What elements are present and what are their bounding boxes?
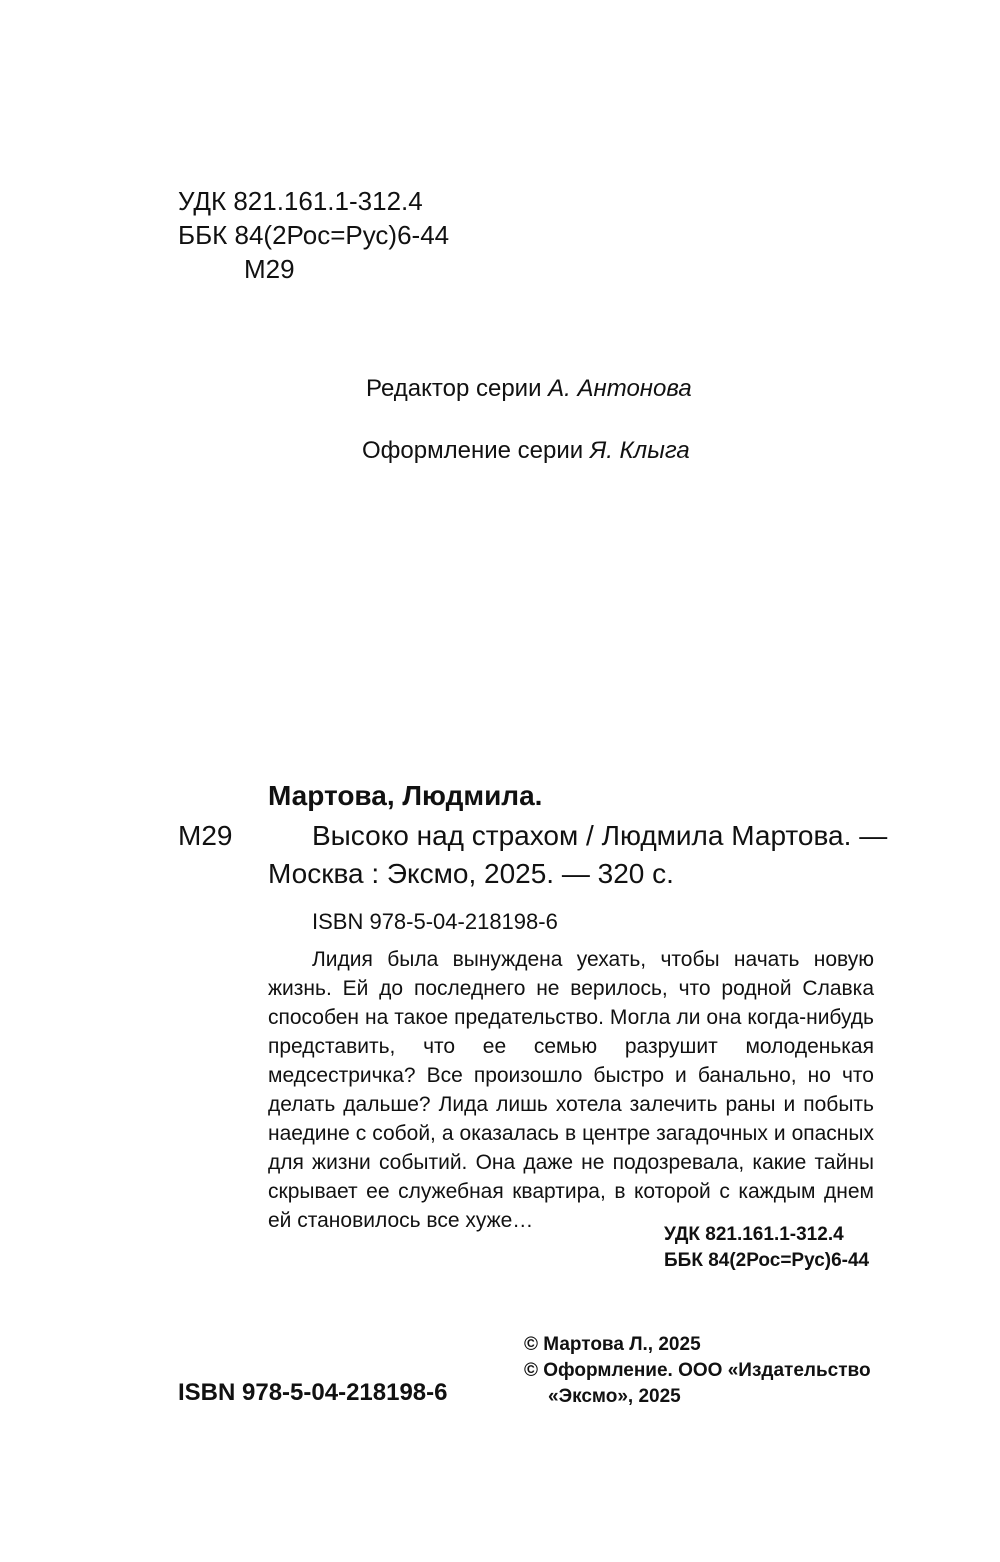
series-design	[362, 436, 690, 466]
series-design-name: Я. Клыга	[589, 437, 690, 464]
copyright-design-line-1: © Оформление. ООО «Издательство	[524, 1360, 871, 1381]
udk-code: УДК 821.161.1-312.4	[178, 186, 423, 216]
footer-isbn: ISBN 978-5-04-218198-6	[178, 1379, 448, 1406]
series-editor	[366, 374, 692, 404]
entry-bbk: ББК 84(2Рос=Рус)6-44	[664, 1250, 870, 1271]
entry-title-line-1: Высоко над страхом / Людмила Мартова. —	[312, 820, 888, 851]
entry-title-line-2: Москва : Эксмо, 2025. — 320 с.	[268, 858, 674, 889]
copyright-author: © Мартова Л., 2025	[524, 1334, 701, 1355]
entry-author-heading: Мартова, Людмила.	[268, 780, 543, 811]
entry-author-mark: М29	[178, 820, 233, 851]
author-mark: М29	[244, 254, 295, 284]
copyright-design-line-2: «Эксмо», 2025	[548, 1386, 681, 1407]
series-design-label: Оформление серии	[362, 437, 584, 464]
series-editor-name: А. Антонова	[548, 375, 692, 402]
series-editor-label: Редактор серии	[366, 375, 542, 402]
entry-annotation: Лидия была вынуждена уехать, чтобы начать новую жизнь. Ей до последнего не верилось, что родной Славка способен на такое предательство. Могла ли она когда-нибудь представить, что ее семью разрушит молоденькая медсестричка? Все произошло быстро и банально, но что делать дальше? Лида лишь хотела залечить раны и побыть наедине с собой, а оказалась в центре загадочных и опасных для жизни событий. Она даже не подозревала, какие тайны скрывает ее служебная квартира, в которой с каждым днем ей становилось все хуже…	[268, 948, 874, 1232]
entry-isbn: ISBN 978-5-04-218198-6	[312, 909, 558, 934]
bbk-code: ББК 84(2Рос=Рус)6-44	[178, 220, 450, 250]
entry-udk: УДК 821.161.1-312.4	[664, 1224, 844, 1245]
